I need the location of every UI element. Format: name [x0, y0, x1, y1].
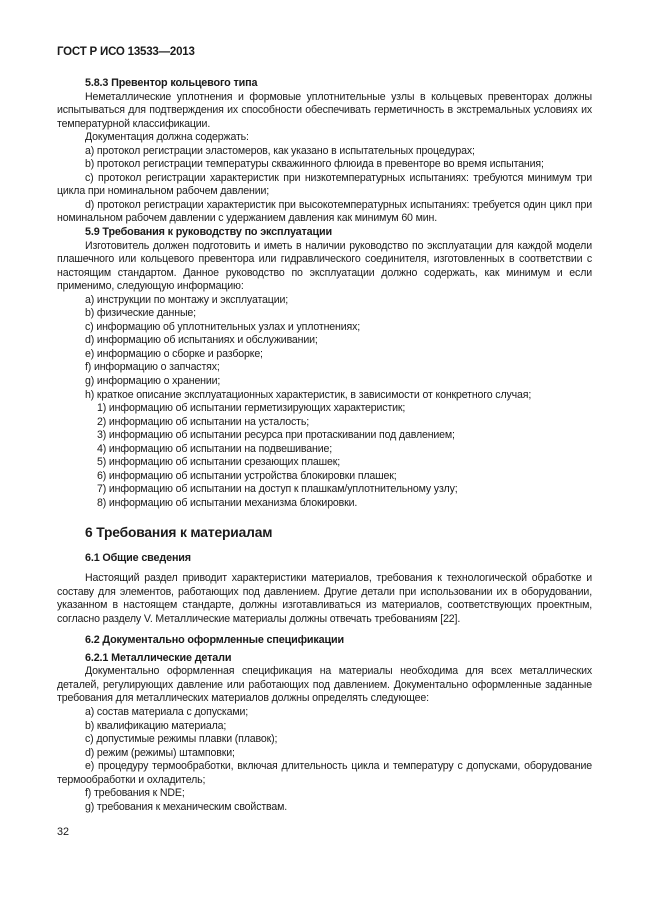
sub-list-item: 3) информацию об испытании ресурса при протаскивании под давлением; — [97, 429, 455, 442]
section-6-1-heading: 6.1 Общие сведения — [85, 551, 191, 564]
sub-list-item: 8) информацию об испытании механизма блокировки. — [97, 496, 358, 509]
list-item: e) информацию о сборке и разборке; — [85, 347, 263, 360]
list-item: d) информацию об испытаниях и обслуживании; — [85, 334, 318, 347]
list-item: a) инструкции по монтажу и эксплуатации; — [85, 293, 289, 306]
section-6-2-1-heading: 6.2.1 Металлические детали — [85, 651, 232, 664]
list-item: c) допустимые режимы плавки (плавок); — [85, 733, 278, 746]
list-item: b) протокол регистрации температуры скважинного флюида в превенторе во время испытания; — [85, 158, 544, 171]
section-5-9-heading: 5.9 Требования к руководству по эксплуатации — [85, 226, 332, 239]
section-5-8-3-heading: 5.8.3 Превентор кольцевого типа — [85, 77, 258, 89]
section-6-1-paragraph: Настоящий раздел приводит характеристики материалов, требования к технологической обработке и составу для элементов, работающих под давлением. Другие детали при использовании их в оборудовании, указанном в настоящем стандарте, должны изготавливаться из материалов, соответствующих проектным, согласно разделу V. Металлические материалы должны отвечать требованиям [22]. — [57, 572, 592, 625]
list-item: e) процедуру термообработки, включая длительность цикла и температуру с допусками, оборудование термообработки и охладитель; — [57, 760, 592, 786]
list-item: b) квалификацию материала; — [85, 719, 227, 732]
list-item: g) требования к механическим свойствам. — [85, 800, 288, 813]
list-item: f) информацию о запчастях; — [85, 361, 220, 374]
list-item: a) протокол регистрации эластомеров, как указано в испытательных процедурах; — [85, 144, 475, 157]
list-item: h) краткое описание эксплуатационных характеристик, в зависимости от конкретного случая; — [85, 388, 532, 401]
document-header: ГОСТ Р ИСО 13533—2013 — [57, 46, 195, 58]
list-item: g) информацию о хранении; — [85, 375, 221, 388]
sub-list-item: 5) информацию об испытании срезающих плашек; — [97, 456, 340, 469]
list-item: c) протокол регистрации характеристик при низкотемпературных испытаниях: требуются минимум три цикла при номинальном рабочем давлении; — [57, 171, 592, 198]
list-item: b) физические данные; — [85, 307, 196, 320]
sub-list-item: 6) информацию об испытании устройства блокировки плашек; — [97, 469, 397, 482]
section-6-2-1-paragraph: Документально оформленная спецификация на материалы необходима для всех металлических деталей, регулирующих давление или работающих под давлением. Документально оформленные заданные требования для металлических материалов должны определять следующее: — [57, 665, 592, 705]
list-item: d) протокол регистрации характеристик при высокотемпературных испытаниях: требуется один цикл при номинальном рабочем давлении с удержанием давления как минимум 60 мин. — [57, 198, 592, 225]
section-5-8-3-doc-intro: Документация должна содержать: — [85, 131, 249, 144]
list-item: a) состав материала с допусками; — [85, 705, 249, 718]
section-6-2-heading: 6.2 Документально оформленные спецификации — [85, 634, 344, 647]
sub-list-item: 7) информацию об испытании на доступ к плашкам/уплотнительному узлу; — [97, 483, 458, 496]
section-5-9-paragraph: Изготовитель должен подготовить и иметь в наличии руководство по эксплуатации для каждой модели плашечного или кольцевого превентора или гидравлического соединителя, изготовленных в соответствии с настоящим стандартом. Данное руководство по эксплуатации должно содержать, как минимум и если применимо, следующую информацию: — [57, 239, 592, 293]
page-number: 32 — [57, 826, 70, 838]
list-item: d) режим (режимы) штамповки; — [85, 746, 235, 759]
sub-list-item: 1) информацию об испытании герметизирующих характеристик; — [97, 402, 406, 415]
text-column — [57, 77, 592, 814]
section-5-8-3-paragraph: Неметаллические уплотнения и формовые уплотнительные узлы в кольцевых превенторах должны испытываться для подтверждения их способности обеспечивать герметичность в экстремальных условиях их температурной классификации. — [57, 90, 592, 130]
list-item: c) информацию об уплотнительных узлах и уплотнениях; — [85, 320, 361, 333]
list-item: f) требования к NDE; — [85, 787, 185, 800]
sub-list-item: 2) информацию об испытании на усталость; — [97, 415, 309, 428]
section-6-heading: 6 Требования к материалам — [85, 524, 273, 540]
sub-list-item: 4) информацию об испытании на подвешивание; — [97, 442, 333, 455]
